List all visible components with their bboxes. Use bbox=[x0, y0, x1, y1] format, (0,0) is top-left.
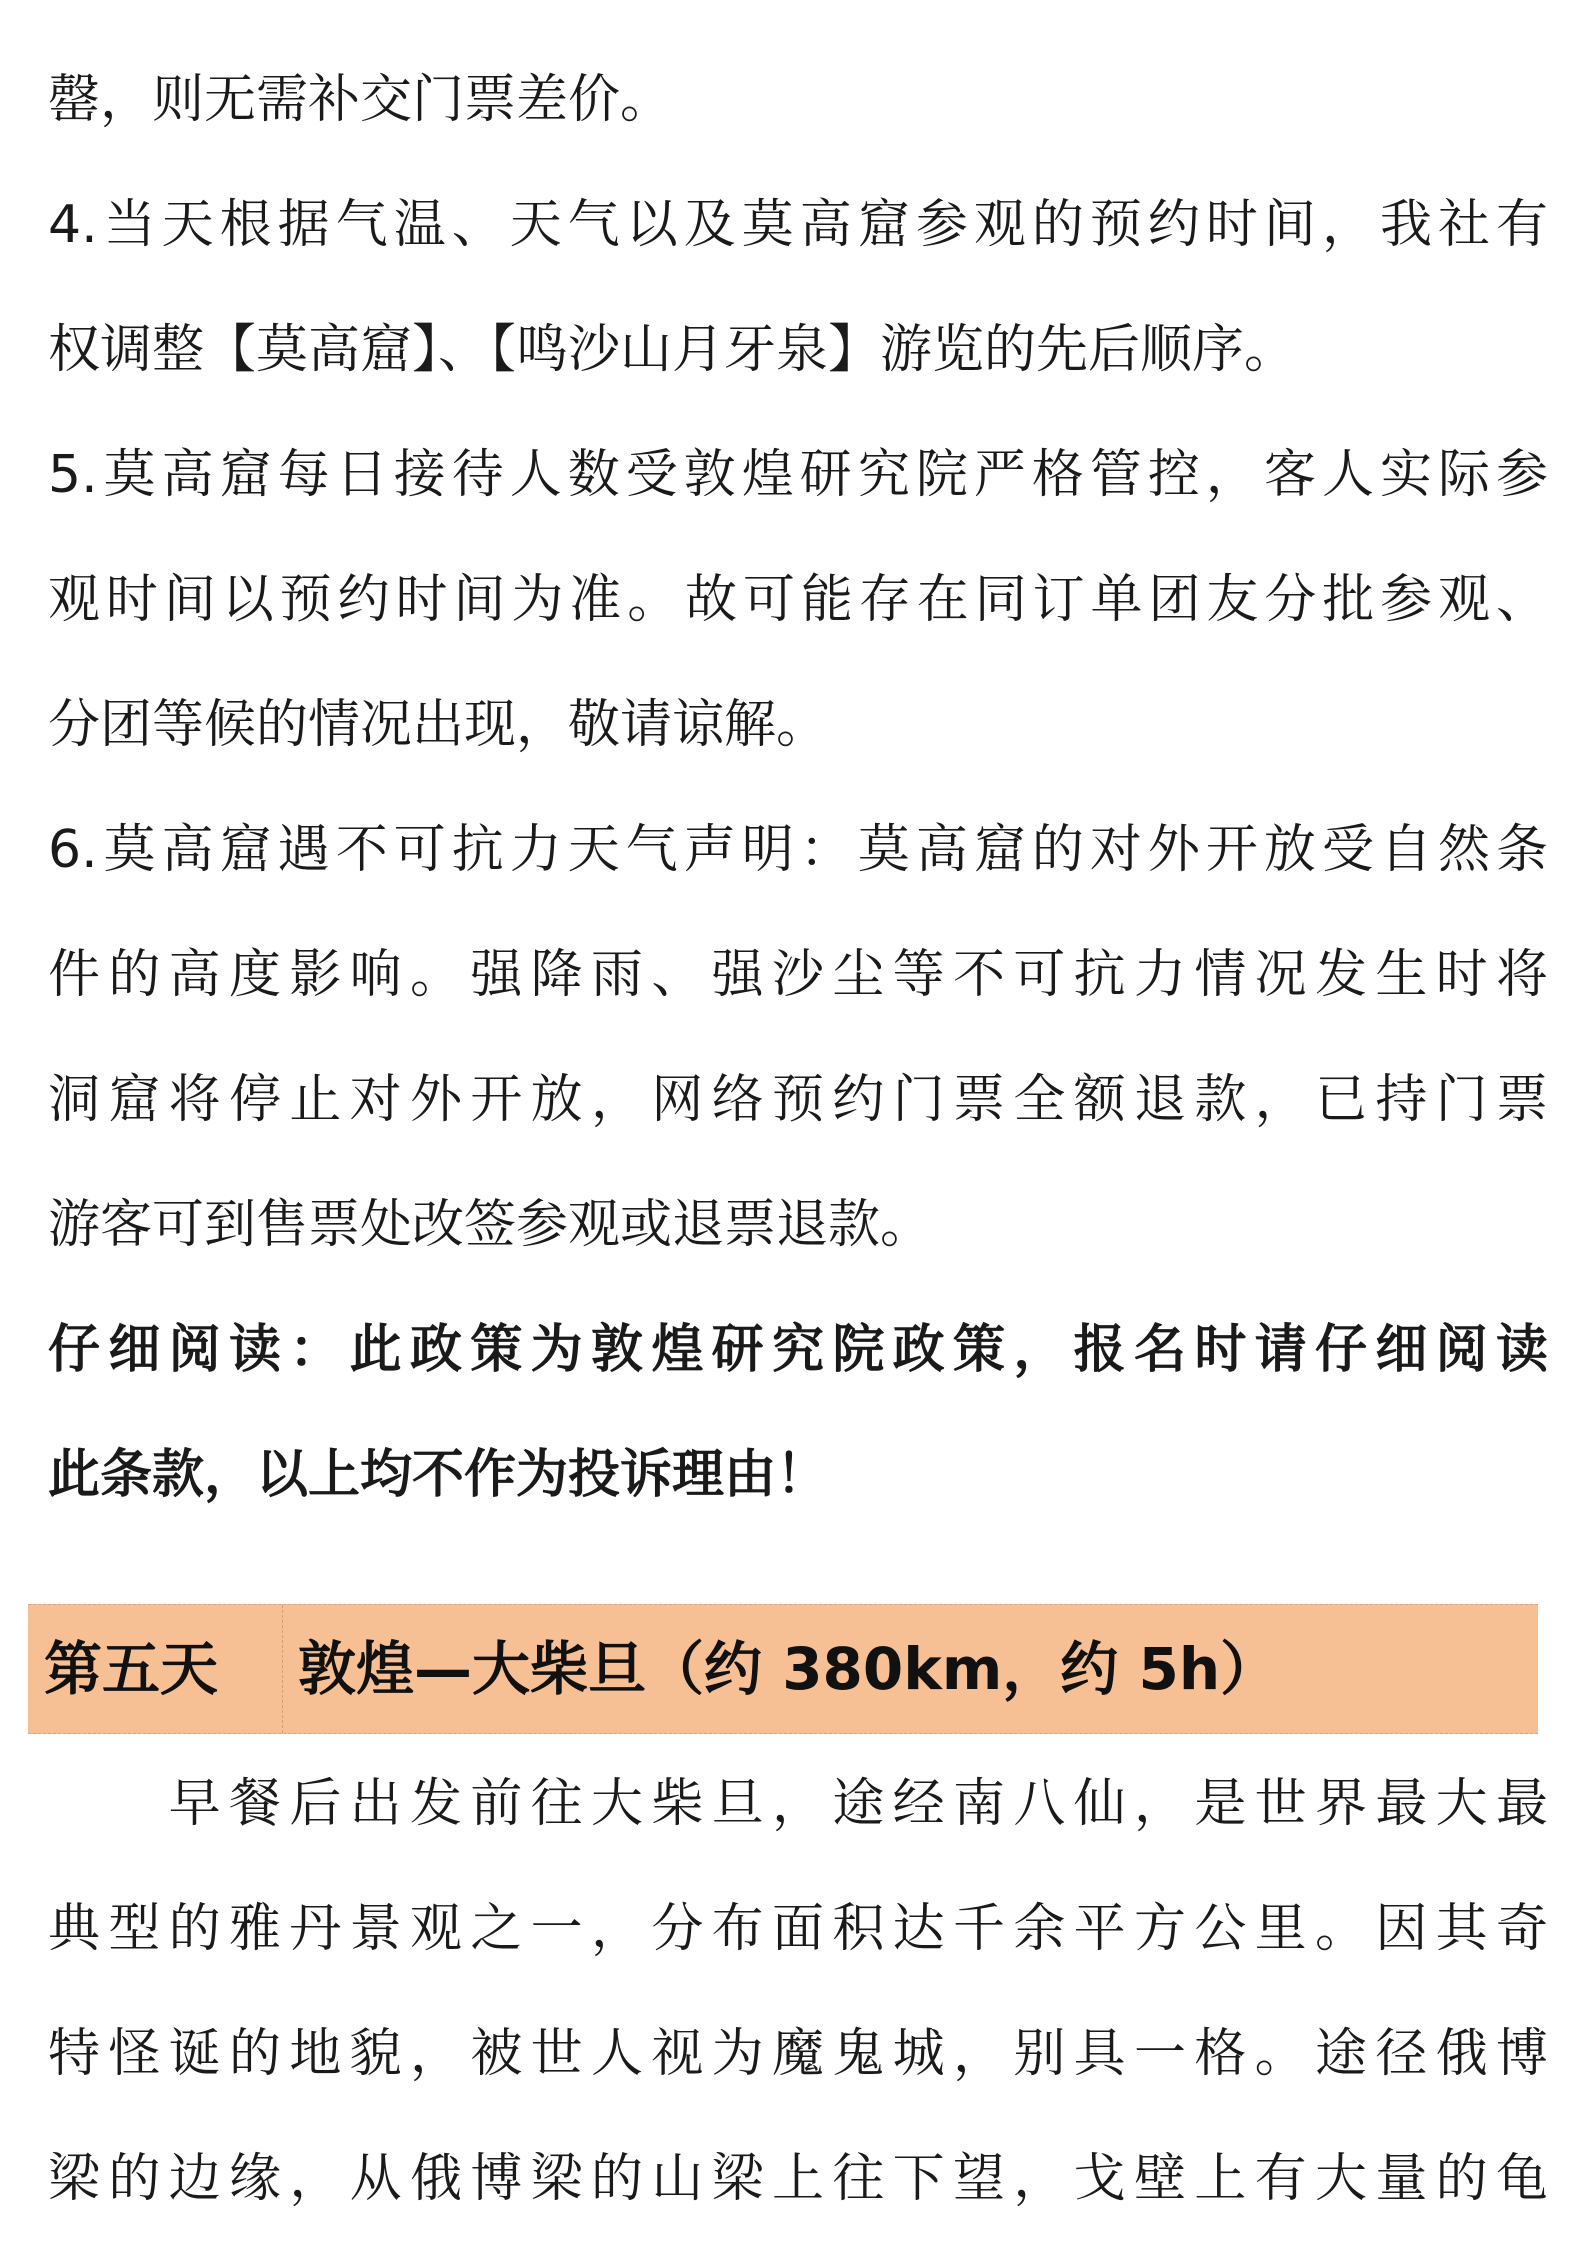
day-label: 第五天 bbox=[44, 1635, 219, 1703]
day-header-divider bbox=[282, 1605, 283, 1733]
warning-line-1: 此条款，以上均不作为投诉理由！ bbox=[48, 1445, 829, 1505]
notes-line-4: 观时间以预约时间为准。故可能存在同订单团友分批参观、 bbox=[48, 570, 1548, 630]
notes-line-1: 4.当天根据气温、天气以及莫高窟参观的预约时间，我社有 bbox=[48, 195, 1548, 255]
notes-line-5: 分团等候的情况出现，敬请谅解。 bbox=[48, 695, 829, 755]
day-body-line-0: 早餐后出发前往大柴旦，途经南八仙，是世界最大最 bbox=[48, 1774, 1548, 1834]
notes-line-7: 件的高度影响。强降雨、强沙尘等不可抗力情况发生时将 bbox=[48, 945, 1548, 1005]
notes-line-0: 罄，则无需补交门票差价。 bbox=[48, 70, 673, 130]
day-body-line-3: 梁的边缘，从俄博梁的山梁上往下望，戈壁上有大量的龟 bbox=[48, 2149, 1548, 2209]
notes-line-6: 6.莫高窟遇不可抗力天气声明：莫高窟的对外开放受自然条 bbox=[48, 820, 1548, 880]
warning-line-0: 仔细阅读：此政策为敦煌研究院政策，报名时请仔细阅读 bbox=[48, 1320, 1548, 1380]
day-body-line-2: 特怪诞的地貌，被世人视为魔鬼城，别具一格。途径俄博 bbox=[48, 2024, 1548, 2084]
day-body-line-1: 典型的雅丹景观之一，分布面积达千余平方公里。因其奇 bbox=[48, 1899, 1548, 1959]
notes-line-2: 权调整【莫高窟】、【鸣沙山月牙泉】游览的先后顺序。 bbox=[48, 320, 1297, 380]
day-route-title: 敦煌—大柴旦（约 380km，约 5h） bbox=[298, 1635, 1279, 1703]
notes-line-8: 洞窟将停止对外开放，网络预约门票全额退款，已持门票 bbox=[48, 1070, 1548, 1130]
notes-line-9: 游客可到售票处改签参观或退票退款。 bbox=[48, 1195, 933, 1255]
day-header-bar bbox=[28, 1604, 1538, 1734]
notes-line-3: 5.莫高窟每日接待人数受敦煌研究院严格管控，客人实际参 bbox=[48, 445, 1548, 505]
